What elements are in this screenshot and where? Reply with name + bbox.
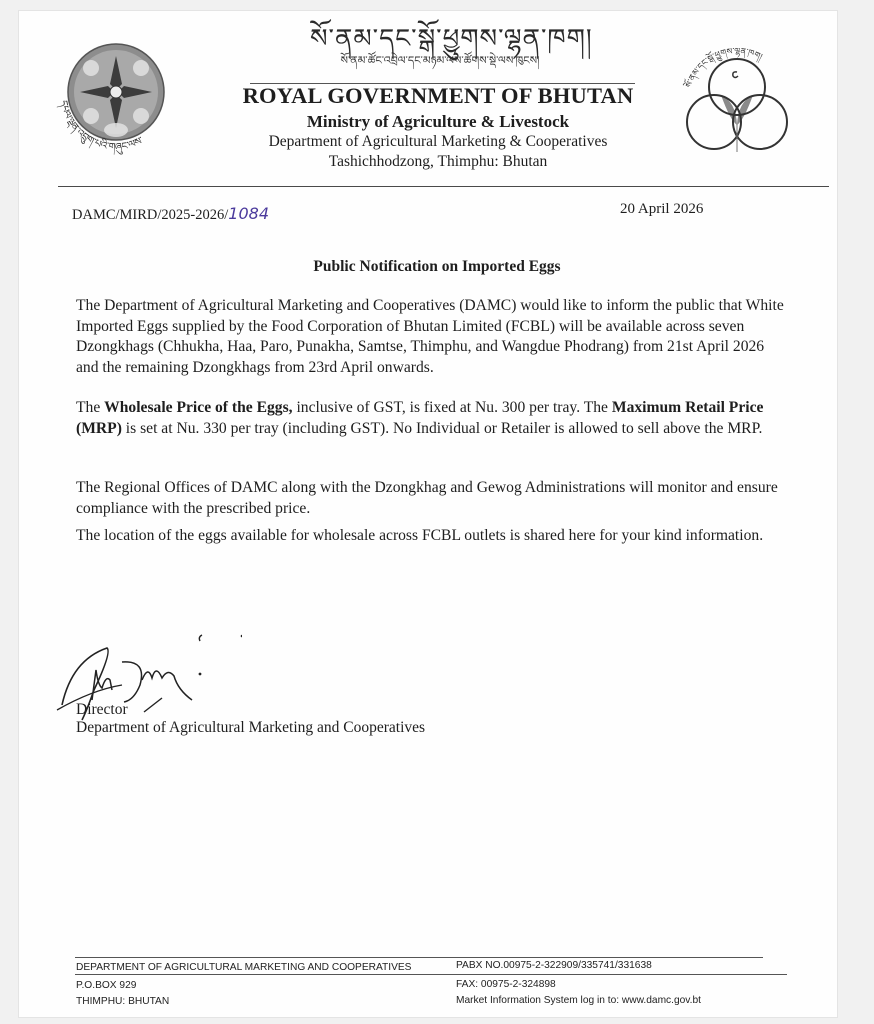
department-address: Tashichhodzong, Thimphu: Bhutan [328, 153, 548, 170]
letterhead-divider [58, 186, 829, 187]
footer-pabx: PABX NO.00975-2-322909/335741/331638 [456, 960, 652, 971]
letter-date: 20 April 2026 [620, 201, 704, 217]
footer-department: DEPARTMENT OF AGRICULTURAL MARKETING AND COOPERATIVES [76, 962, 412, 973]
government-name: ROYAL GOVERNMENT OF BHUTAN [242, 83, 634, 108]
reference-number-printed: DAMC/MIRD/2025-2026/ [72, 207, 229, 223]
mrp-label: Maximum Retail Price (MRP) [76, 399, 764, 437]
reference-number [72, 204, 269, 224]
svg-text:སོ་ནམ་དང་སྒོ་ཕྱུགས་ལྷན་ཁག། [681, 47, 763, 90]
wholesale-price-label: Wholesale Price of the Eggs, [104, 399, 293, 416]
dzongkha-department-subtitle: སོ་ནམ་ཚོང་འབྲེལ་དང་མཉམ་ལས་ཚོགས་སྡེ་ལས་ཁུངས། [340, 55, 540, 67]
dzongkha-ministry-title: སོ་ནམ་དང་སྒོ་ཕྱུགས་ལྷན་ཁག། [310, 24, 593, 53]
paragraph-locations: The location of the eggs available for wholesale across FCBL outlets is shared here for your kind information. [76, 527, 764, 544]
pricing-text: is set at Nu. 330 per tray (including GST). No Individual or Retailer is allowed to sell above the MRP. [121, 419, 763, 437]
paragraph-pricing [76, 398, 784, 439]
footer-divider-top [75, 957, 763, 958]
footer-pobox: P.O.BOX 929 [76, 980, 137, 991]
royal-emblem-seal-icon [46, 34, 181, 169]
footer-city: THIMPHU: BHUTAN [76, 996, 170, 1007]
pricing-text: The [76, 399, 105, 416]
footer-website[interactable]: Market Information System log in to: www.damc.gov.bt [456, 995, 701, 1006]
signatory-designation: Director [76, 701, 128, 718]
paragraph-availability: The Department of Agricultural Marketing and Cooperatives (DAMC) would like to inform the public that White Imported Eggs supplied by the Food Corporation of Bhutan Limited (FCBL) will be available across seven Dzongkhags (Chhukha, Haa, Paro, Punakha, Samtse, Thimphu, and Wangdue Phodrang) from 21st April 2026 and the remaining Dzongkhags from 23rd April onwards. [76, 297, 784, 376]
ministry-name: Ministry of Agriculture & Livestock [306, 112, 570, 131]
seal-text: དཔལ་ལྡན་འབྲུག་པའི་གཞུང་ལས་ [57, 99, 146, 154]
damc-logo-icon [672, 32, 802, 152]
reference-number-handwritten: 1084 [228, 204, 270, 223]
footer-divider-bottom [75, 974, 787, 975]
signatory-department: Department of Agricultural Marketing and Cooperatives [76, 719, 426, 736]
footer-fax: FAX: 00975-2-324898 [456, 979, 556, 990]
notice-title: Public Notification on Imported Eggs [313, 258, 561, 275]
department-name: Department of Agricultural Marketing & Cooperatives [268, 133, 608, 150]
paragraph-monitoring: The Regional Offices of DAMC along with the Dzongkhag and Gewog Administrations will monitor and ensure compliance with the prescribed price. [76, 479, 778, 517]
logo-text: སོ་ནམ་དང་སྒོ་ཕྱུགས་ལྷན་ཁག། [684, 46, 764, 90]
pricing-text: inclusive of GST, is fixed at Nu. 300 per tray. The [292, 399, 612, 416]
